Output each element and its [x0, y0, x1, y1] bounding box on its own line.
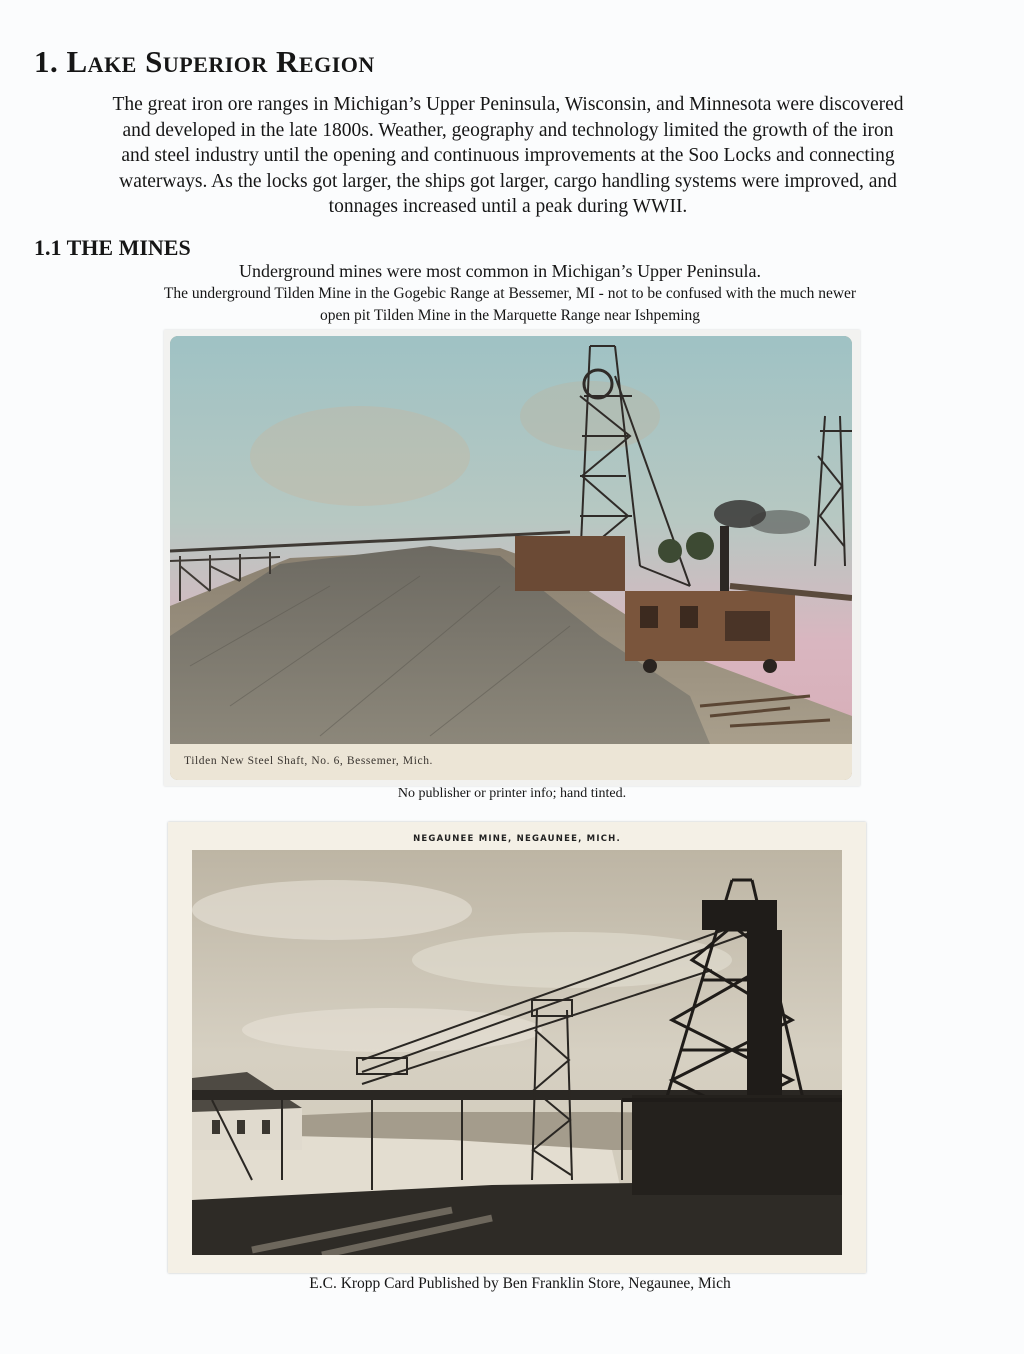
section-lead: Underground mines were most common in Michigan’s Upper Peninsula. [238, 261, 762, 281]
postcard-printed-caption: Tilden New Steel Shaft, No. 6, Bessemer, Mich. [184, 755, 434, 767]
section-note: The underground Tilden Mine in the Gogebic Range at Bessemer, MI - not to be confused with the much newer open pit Tilden Mine in the Marquette Range near Ishpeming [163, 285, 857, 324]
postcard-note: E.C. Kropp Card Published by Ben Franklin Store, Negaunee, Mich [309, 1275, 731, 1292]
postcard-tilden-illustration [170, 336, 852, 780]
postcard-tilden-mine [170, 336, 852, 780]
section-heading: 1.1 THE MINES [34, 235, 191, 260]
page-title: 1. Lake Superior Region [34, 44, 375, 79]
postcard-printed-heading: NEGAUNEE MINE, NEGAUNEE, MICH. [413, 834, 621, 844]
postcard-note: No publisher or printer info; hand tinted. [397, 786, 627, 801]
intro-paragraph: The great iron ore ranges in Michigan’s Upper Peninsula, Wisconsin, and Minnesota were discovered and developed in the late 1800s. Weather, geography and technology limited the growth of the iron and steel industry until the opening and continuous improvements at the Soo Locks and connecting waterways. As the locks got larger, the ships got larger, cargo handling systems were improved, and tonnages increased until a peak during WWII. [112, 94, 904, 217]
postcard-negaunee-illustration [192, 850, 842, 1255]
postcard-negaunee-mine [168, 822, 866, 1273]
